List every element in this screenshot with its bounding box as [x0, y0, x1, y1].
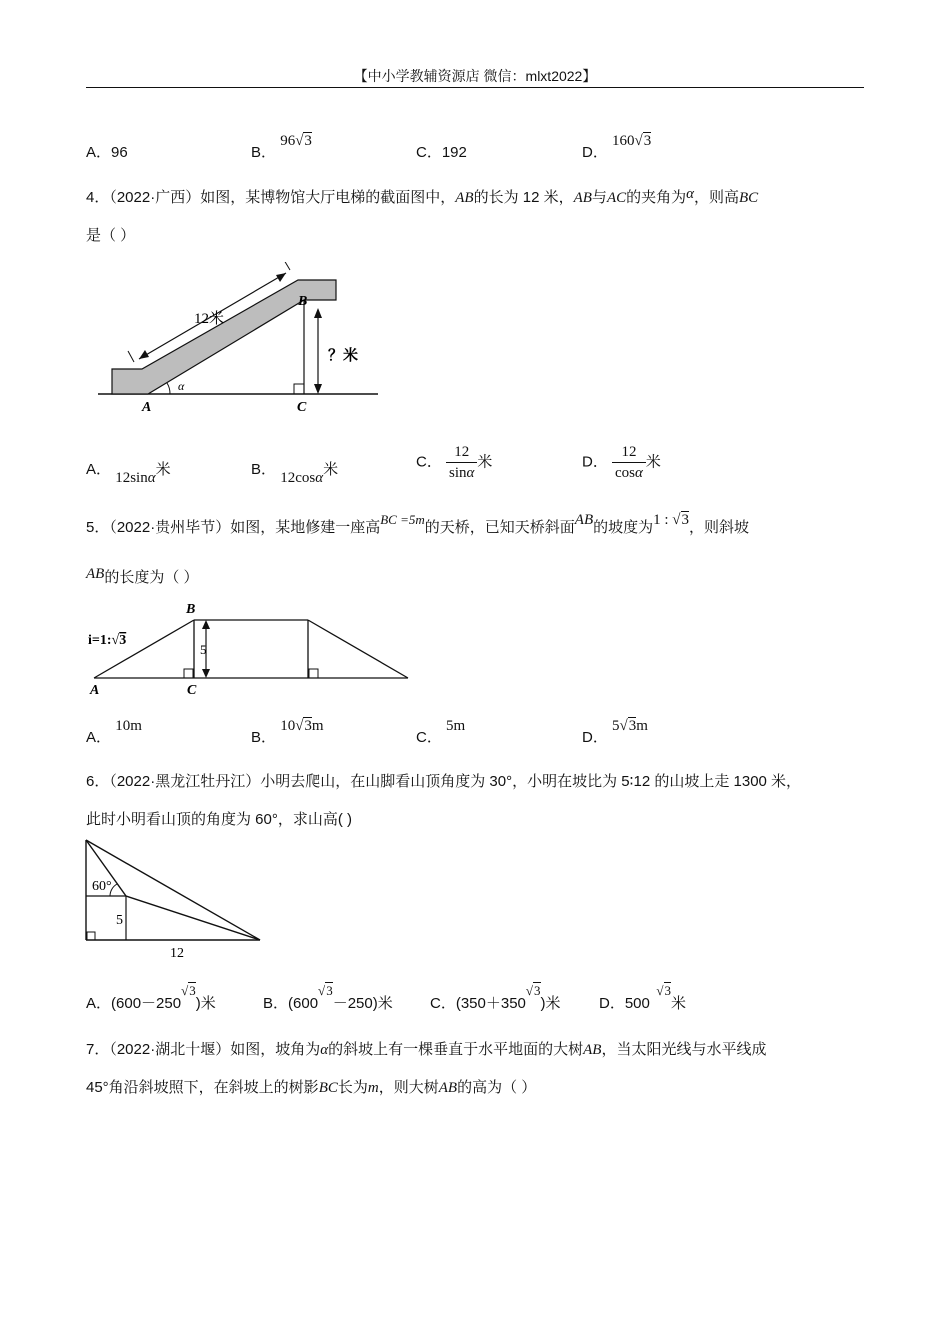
- q5-stem-line1: 5．（2022·贵州毕节）如图，某地修建一座高BC =5m的天桥，已知天桥斜面AB的坡度为1 : √3，则斜坡: [86, 512, 750, 536]
- q6-option-a: A．(600－250√3)米: [86, 983, 216, 1012]
- q5-option-a: A． 10m: [86, 718, 142, 746]
- q5-option-b: B． 10√3m: [251, 718, 324, 746]
- q4-escalator-figure: [90, 262, 390, 420]
- q5-option-d: D． 5√3m: [582, 718, 648, 746]
- q6-stem-line2: 此时小明看山顶的角度为 60°，求山高( ): [86, 811, 353, 828]
- q6-mountain-figure: [84, 838, 269, 962]
- q5-label-c: C: [187, 683, 197, 698]
- q4-stem-line2: 是（ ）: [86, 227, 136, 244]
- q4-label-alpha: α: [178, 379, 185, 393]
- q3-option-b: B． 96√3: [251, 133, 312, 161]
- q4-label-b: B: [298, 294, 308, 309]
- q4-option-b: B． 12cosα米: [251, 461, 339, 486]
- q5-bridge-figure: [88, 598, 418, 698]
- q7-stem-line2: 45°角沿斜坡照下，在斜坡上的树影BC长为m，则大树AB的高为（ ）: [86, 1079, 537, 1096]
- q4-label-length: 12米: [194, 311, 225, 327]
- q6-option-d: D．500 √3米: [599, 983, 687, 1012]
- q4-option-a: A． 12sinα米: [86, 461, 171, 486]
- q3-option-a: A．96: [86, 144, 128, 161]
- q6-stem-line1: 6．（2022·黑龙江牡丹江）小明去爬山，在山脚看山顶角度为 30°，小明在坡比为 5∶12 的山坡上走 1300 米，: [86, 773, 802, 790]
- q7-stem-line1: 7．（2022·湖北十堰）如图，坡角为α的斜坡上有一棵垂直于水平地面的大树AB，当太阳光线与水平线成: [86, 1041, 767, 1058]
- q5-slope-label: i=1:√3: [88, 633, 127, 648]
- q6-label-base: 12: [170, 946, 184, 961]
- q6-option-b: B．(600√3－250)米: [263, 983, 393, 1012]
- q4-stem-line1: 4．（2022·广西）如图，某博物馆大厅电梯的截面图中，AB的长为 12 米，AB与AC的夹角为α，则高BC: [86, 186, 759, 206]
- q4-label-c: C: [297, 400, 307, 415]
- q4-option-d: D． $\frac{12}{\cos\alpha}$ 米: [582, 444, 661, 481]
- q4-label-height: ？米: [328, 348, 359, 364]
- q3-option-d: D． 160√3: [582, 133, 652, 161]
- q3-option-c: C．192: [416, 144, 467, 161]
- header-divider: [86, 87, 864, 88]
- q5-option-c: C． 5m: [416, 718, 466, 746]
- q5-stem-line2: AB的长度为（ ）: [86, 566, 199, 586]
- q6-option-c: C．(350＋350√3)米: [430, 983, 561, 1012]
- q4-label-a: A: [142, 400, 152, 415]
- q5-label-a: A: [90, 683, 100, 698]
- q5-label-height: 5: [200, 642, 207, 657]
- q6-label-height: 5: [116, 913, 123, 928]
- q4-option-c: C． $\frac{12}{\sin\alpha}$ 米: [416, 444, 493, 481]
- q6-label-angle: 60°: [92, 879, 112, 894]
- page-header: 【中小学教辅资源店 微信：mlxt2022】: [353, 68, 597, 84]
- q5-label-b: B: [186, 602, 196, 617]
